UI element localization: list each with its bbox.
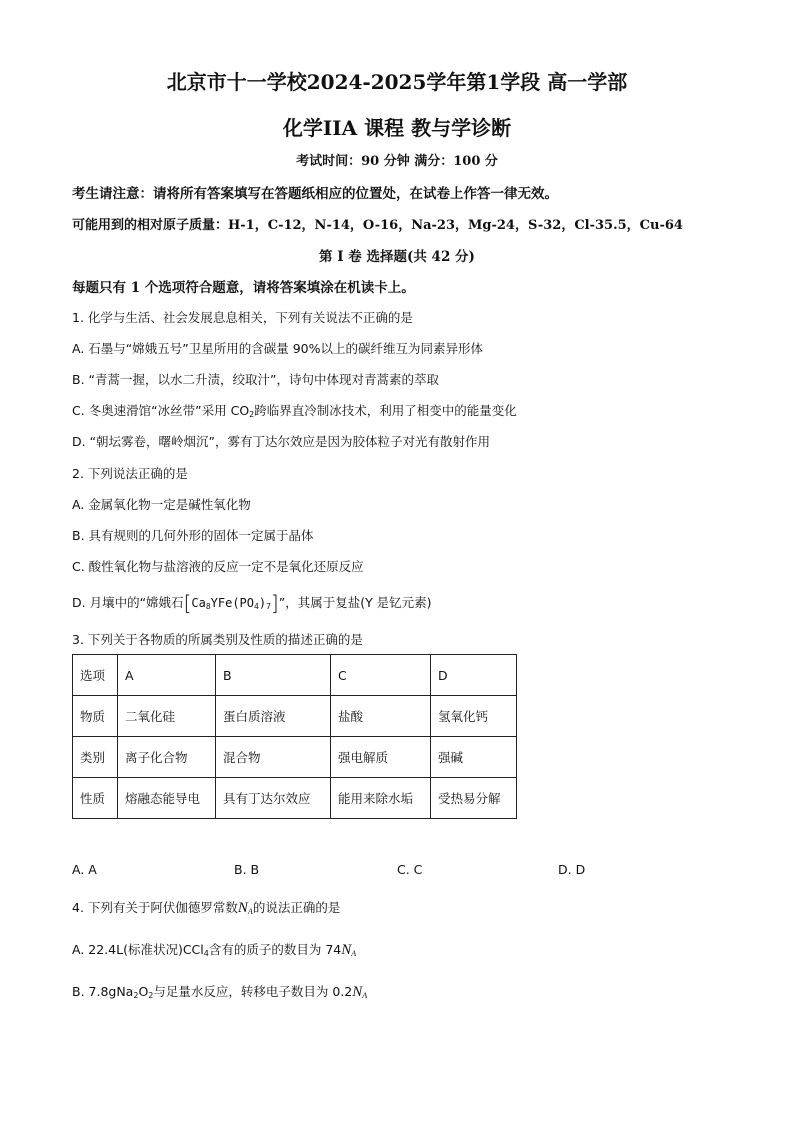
exam-title-line2: 化学IIA 课程 教与学诊断 [282, 116, 512, 140]
q2-option-b: B. 具有规则的几何外形的固体一定属于晶体 [72, 528, 314, 543]
q1-option-b: B. “青蒿一握，以水二升渍，绞取汁”，诗句中体现对青蒿素的萃取 [72, 372, 439, 387]
q1-option-c-sub: 2 [249, 410, 255, 419]
table-cell: B [216, 655, 331, 696]
table-cell: 类别 [73, 737, 118, 778]
q2-option-d-pre: D. 月壤中的“嫦娥石 [72, 595, 184, 610]
table-row [73, 737, 517, 778]
table-cell: 强电解质 [331, 737, 431, 778]
table-cell: C [331, 655, 431, 696]
q4-option-a: A. 22.4L(标准状况)CCl$_4$含有的质子的数目为 $74N_A$ [72, 942, 357, 958]
table-cell: 选项 [73, 655, 118, 696]
notice: 考生请注意：请将所有答案填写在答题纸相应的位置处，在试卷上作答一律无效。 [72, 186, 558, 202]
chang-e-stone-formula: $Ca_8YFe(PO_4)_7$ [191, 596, 271, 611]
exam-title-line1: 北京市十一学校2024-2025学年第1学段 高一学部 [166, 70, 628, 94]
table-cell: 二氧化硅 [118, 696, 216, 737]
table-cell: 能用来除水垢 [331, 778, 431, 819]
table-cell: 受热易分解 [431, 778, 517, 819]
table-cell: D [431, 655, 517, 696]
q3-option-b: B. B [234, 862, 260, 877]
q3-table [72, 654, 517, 819]
table-cell: 性质 [73, 778, 118, 819]
q1-option-c [72, 401, 517, 419]
avogadro-symbol: $N_A$ [352, 984, 368, 1000]
table-cell: 混合物 [216, 737, 331, 778]
table-cell: 盐酸 [331, 696, 431, 737]
q1-option-c-post: 跨临界直冷制冰技术，利用了相变中的能量变化 [254, 403, 517, 418]
q2-stem: 2. 下列说法正确的是 [72, 466, 188, 481]
q1-stem: 1. 化学与生活、社会发展息息相关，下列有关说法不正确的是 [72, 310, 413, 325]
table-cell: A [118, 655, 216, 696]
table-row [73, 696, 517, 737]
table-row [73, 655, 517, 696]
q3-option-d: D. D [558, 862, 586, 877]
avogadro-symbol: $N_A$ [237, 900, 253, 916]
table-cell: 氢氧化钙 [431, 696, 517, 737]
q3-option-c: C. C [397, 862, 423, 877]
atomic-masses: 可能用到的相对原子质量：H-1，C-12，N-14，O-16，Na-23，Mg-24，S-32，Cl-35.5，Cu-64 [72, 218, 683, 233]
table-cell: 离子化合物 [118, 737, 216, 778]
q2-option-d-post: ”，其属于复盐(Y 是钇元素) [278, 595, 432, 610]
q1-option-d: D. “朝坛雾卷，曙岭烟沉”，雾有丁达尔效应是因为胶体粒子对光有散射作用 [72, 434, 491, 449]
q4-stem-post: 的说法正确的是 [252, 900, 341, 915]
table-row [73, 778, 517, 819]
table-cell: 蛋白质溶液 [216, 696, 331, 737]
q1-option-a: A. 石墨与“嫦娥五号”卫星所用的含碳量 90%以上的碳纤维互为同素异形体 [72, 341, 483, 356]
instruction: 每题只有 1 个选项符合题意，请将答案填涂在机读卡上。 [72, 280, 415, 296]
section-title: 第 I 卷 选择题(共 42 分) [319, 249, 475, 265]
table-cell: 物质 [73, 696, 118, 737]
q3-option-a: A. A [72, 862, 97, 877]
q2-option-d: D. 月壤中的“嫦娥石$[Ca_8YFe(PO_4)_7]$”，其属于复盐(Y 是钇元素) [72, 591, 432, 615]
q4-option-b: B. $7.8gNa_2O_2$与足量水反应，转移电子数目为 $0.2N_A$ [72, 984, 368, 1000]
q2-option-a: A. 金属氧化物一定是碱性氧化物 [72, 497, 251, 512]
q4-stem [72, 898, 340, 917]
q4-stem-pre: 4. 下列有关于阿伏伽德罗常数 [72, 900, 238, 915]
table-cell: 强碱 [431, 737, 517, 778]
q1-option-c-pre: C. 冬奥速滑馆“冰丝带”采用 CO [72, 403, 250, 418]
q2-option-c: C. 酸性氧化物与盐溶液的反应一定不是氧化还原反应 [72, 559, 364, 574]
exam-info: 考试时间：90 分钟 满分：100 分 [296, 154, 498, 169]
q3-stem: 3. 下列关于各物质的所属类别及性质的描述正确的是 [72, 632, 363, 647]
avogadro-symbol: $N_A$ [341, 942, 357, 958]
table-cell: 熔融态能导电 [118, 778, 216, 819]
table-cell: 具有丁达尔效应 [216, 778, 331, 819]
